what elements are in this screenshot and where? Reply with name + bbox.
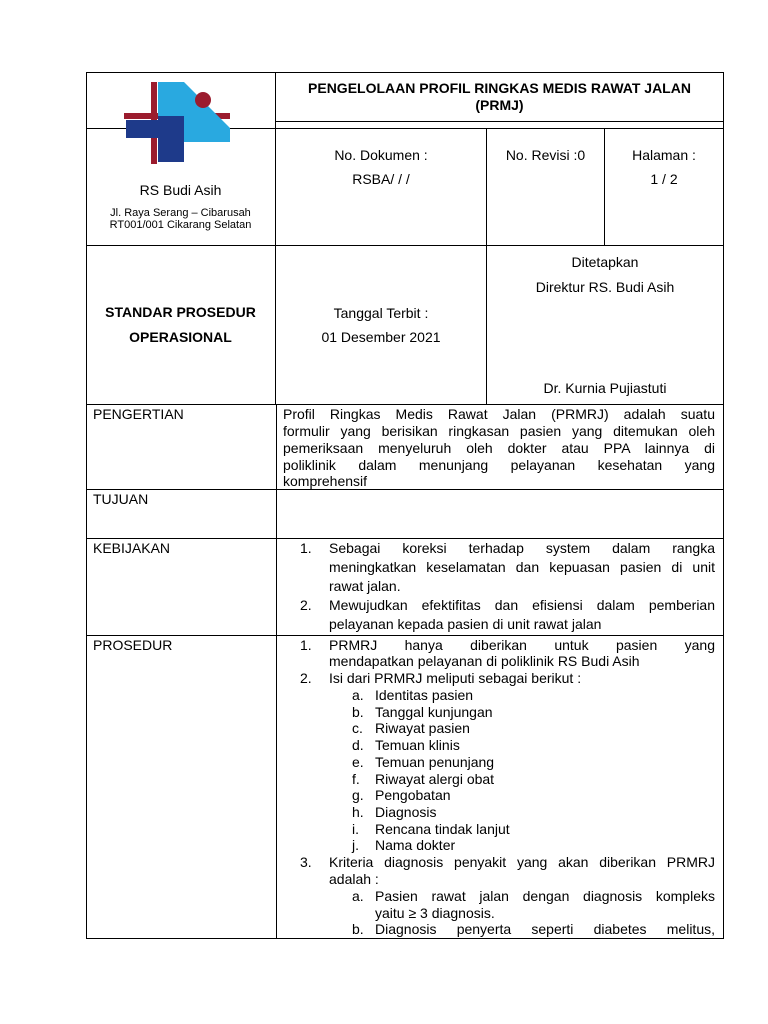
list-item: Temuan penunjang	[375, 754, 495, 770]
list-item: Nama dokter	[375, 837, 456, 853]
doc-number-value: RSBA/ / /	[352, 171, 410, 187]
prosedur-line: adalah :	[329, 871, 379, 887]
divider	[86, 404, 724, 405]
list-item-letter: j.	[352, 837, 359, 853]
prosedur-number: 1.	[300, 637, 312, 653]
revision-label: No. Revisi :0	[505, 147, 586, 163]
prosedur-line: Isi dari PRMRJ meliputi sebagai berikut :	[329, 670, 582, 686]
divider	[275, 121, 724, 122]
list-item: Riwayat alergi obat	[375, 771, 495, 787]
page-label: Halaman :	[632, 147, 696, 163]
pengertian-line: komprehensif	[283, 473, 368, 489]
list-item-letter: d.	[352, 737, 364, 753]
list-item-letter: e.	[352, 754, 364, 770]
list-item-letter: c.	[352, 720, 363, 736]
page-value: 1 / 2	[650, 171, 678, 187]
prosedur-number: 3.	[300, 854, 312, 870]
divider	[86, 489, 724, 490]
section-label-kebijakan: KEBIJAKAN	[93, 540, 171, 556]
list-item: Diagnosis penyerta seperti diabetes melitus,	[375, 921, 715, 937]
divider	[86, 538, 724, 539]
table-border-bottom	[86, 938, 724, 939]
hospital-address-line1: Jl. Raya Serang – Cibarusah	[110, 207, 251, 219]
sop-label-line2: OPERASIONAL	[129, 329, 232, 345]
list-item-letter: f.	[352, 771, 360, 787]
table-border-right	[723, 72, 724, 939]
hospital-logo	[122, 80, 232, 166]
pengertian-line: pemeriksaan menyeluruh oleh dokter atau PPA lainnya di	[283, 440, 715, 456]
list-item: yaitu ≥ 3 diagnosis.	[375, 905, 495, 921]
list-item-letter: b.	[352, 704, 364, 720]
list-item: Identitas pasien	[375, 687, 474, 703]
kebijakan-line: rawat jalan.	[329, 578, 401, 594]
kebijakan-line: pelayanan kepada pasien di unit rawat jalan	[329, 616, 602, 632]
issue-date-label: Tanggal Terbit :	[333, 305, 429, 321]
list-item-letter: i.	[352, 821, 359, 837]
divider	[86, 245, 724, 246]
prosedur-line: mendapatkan pelayanan di poliklinik RS Budi Asih	[329, 653, 640, 669]
list-item: Diagnosis	[375, 804, 437, 820]
divider	[86, 635, 724, 636]
list-item: Pengobatan	[375, 787, 451, 803]
kebijakan-line: Sebagai koreksi terhadap system dalam rangka	[329, 540, 715, 556]
list-item-letter: a.	[352, 687, 364, 703]
section-label-pengertian: PENGERTIAN	[93, 406, 184, 422]
issue-date-value: 01 Desember 2021	[321, 329, 441, 345]
approved-by: Direktur RS. Budi Asih	[535, 279, 675, 295]
hospital-address-line2: RT001/001 Cikarang Selatan	[109, 219, 252, 231]
list-item-letter: a.	[352, 888, 364, 904]
prosedur-line: PRMRJ hanya diberikan untuk pasien yang	[329, 637, 715, 653]
section-label-prosedur: PROSEDUR	[93, 637, 173, 653]
prosedur-line: Kriteria diagnosis penyakit yang akan diberikan PRMRJ	[329, 854, 715, 870]
pengertian-line: Profil Ringkas Medis Rawat Jalan (PRMRJ) adalah suatu	[283, 406, 715, 422]
list-item: Tanggal kunjungan	[375, 704, 493, 720]
kebijakan-number: 1.	[300, 540, 312, 556]
table-border-left	[86, 72, 87, 939]
list-item-letter: h.	[352, 804, 364, 820]
table-border-top	[86, 72, 724, 73]
pengertian-line: formulir yang berisikan ringkasan pasien yang ditemukan oleh	[283, 423, 715, 439]
list-item-letter: b.	[352, 921, 364, 937]
divider	[276, 404, 277, 939]
logo-red-dot	[195, 92, 211, 108]
section-label-tujuan: TUJUAN	[93, 491, 149, 507]
kebijakan-number: 2.	[300, 597, 312, 613]
director-name: Dr. Kurnia Pujiastuti	[543, 380, 667, 396]
hospital-name: RS Budi Asih	[139, 182, 222, 198]
list-item-letter: g.	[352, 787, 364, 803]
sop-label-line1: STANDAR PROSEDUR	[105, 304, 256, 320]
list-item: Temuan klinis	[375, 737, 460, 753]
document-title-line1: PENGELOLAAN PROFIL RINGKAS MEDIS RAWAT JALAN	[308, 80, 691, 96]
document-title-line2: (PRMJ)	[475, 97, 524, 113]
approved-label: Ditetapkan	[571, 254, 639, 270]
pengertian-line: poliklinik dalam menunjang pelayanan kesehatan yang	[283, 457, 715, 473]
list-item: Pasien rawat jalan dengan diagnosis kompleks	[375, 888, 715, 904]
list-item: Riwayat pasien	[375, 720, 470, 736]
prosedur-number: 2.	[300, 670, 312, 686]
kebijakan-line: meningkatkan keselamatan dan kepuasan pasien di unit	[329, 559, 715, 575]
doc-number-label: No. Dokumen :	[334, 147, 428, 163]
kebijakan-line: Mewujudkan efektifitas dan efisiensi dalam pemberian	[329, 597, 715, 613]
logo-navy-horizontal	[126, 120, 184, 138]
list-item: Rencana tindak lanjut	[375, 821, 510, 837]
